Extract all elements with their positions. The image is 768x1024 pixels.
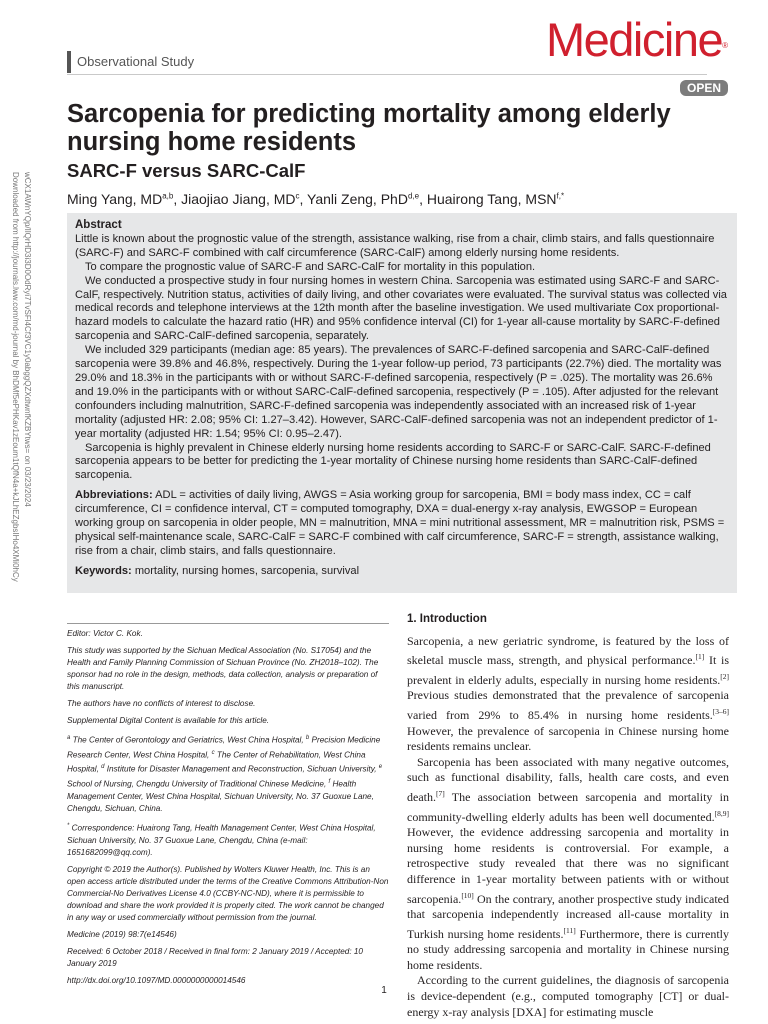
abstract-heading: Abstract [75, 219, 122, 231]
affiliation-mark: b [305, 735, 310, 741]
introduction-heading: 1. Introduction [407, 613, 487, 625]
affiliations [67, 732, 389, 815]
body-paragraph: According to the current guidelines, the diagnosis of sarcopenia is device-dependent (e.g., computed tomography [CT] or dual-energy x-ray analysis [DXA] for estimating muscle [407, 973, 729, 1019]
editor-note: Editor: Victor C. Kok. [67, 629, 143, 638]
author-list: Ming Yang, MD$^{a,b}$, Jiaojiao Jiang, $MD^c$, Yanli Zeng, PhD$^{d,e}$, Huairong Tang, $MSN^{f,*}$ [67, 191, 565, 207]
author-name: Yanli Zeng, PhD [307, 191, 408, 207]
section-label: Observational Study [67, 51, 194, 73]
affiliation-mark: d [101, 764, 105, 771]
front-matter-divider [67, 623, 389, 624]
citation-reference[interactable]: [2] [720, 671, 729, 681]
affiliation-mark: c [211, 749, 215, 756]
affiliation-mark: a [67, 735, 71, 741]
affiliation-mark: e [378, 764, 383, 771]
affiliation-text: Precision Medicine Research Center, West China Hospital, [67, 735, 381, 760]
introduction-section [407, 612, 729, 1020]
affiliation-text: Institute for Disaster Management and Reconstruction, Sichuan University, [104, 765, 379, 775]
author-affiliation-mark: c [295, 191, 300, 201]
citation-reference[interactable]: [1] [695, 652, 705, 662]
affiliation-text: School of Nursing, Chengdu University of Traditional Chinese Medicine, [67, 779, 329, 789]
affiliation-text: The Center of Gerontology and Geriatrics, West China Hospital, [70, 735, 306, 745]
doi-link[interactable]: http://dx.doi.org/10.1097/MD.0000000000014546 [67, 975, 246, 985]
header-divider [67, 74, 707, 75]
abstract-paragraph: Little is known about the prognostic value of the strength, assistance walking, rise from a chair, climb stairs, and falls questionnaire (SARC-F) and SARC-F combined with calf circumference (SARC-CalF) among elderly nursing home residents. [75, 232, 715, 259]
journal-logo [546, 12, 728, 68]
author-name: Ming Yang, MD [67, 191, 163, 207]
citation: Medicine (2019) 98:7(e14546) [67, 929, 177, 939]
author-name: Jiaojiao Jiang, MD [181, 191, 296, 207]
abstract-paragraph: To compare the prognostic value of SARC-F and SARC-CalF for mortality in this population. [85, 260, 536, 273]
affiliation-text: The Center of Rehabilitation, West China Hospital, [67, 750, 366, 775]
citation-reference[interactable]: [8,9] [714, 808, 729, 818]
correspondence [67, 820, 389, 859]
abstract-paragraph: Sarcopenia is highly prevalent in Chinese elderly nursing home residents according to SARC-F or SARC-CalF. SARC-F-defined sarcopenia appears to be better for predicting the 1-year mortality of Chinese nursing home residents than SARC-CalF-defined sarcopenia. [75, 441, 711, 482]
abstract-box [67, 213, 737, 593]
body-paragraph: Sarcopenia has been associated with many negative outcomes, such as functional disability, falls, health care costs, and even death.[7] The association between sarcopenia and mortality in community-dwelling elderly adults has been well documented.[8,9] However, the evidence addressing sarcopenia and mortality in nursing home residents is controversial. For example, a retrospective study revealed that there was no significant difference in 1-year mortality between patients with or without sarcopenia.[10] On the contrary, another prospective study indicated that sarcopenia independently increased all-cause mortality in Turkish nursing home residents.[11] Furthermore, there is currently no study addressing sarcopenia and mortality in Chinese nursing home residents. [407, 754, 729, 972]
keywords-label: Keywords: [75, 564, 132, 577]
download-banner [4, 172, 36, 642]
journal-name: Medicine [546, 13, 723, 66]
article-title: Sarcopenia for predicting mortality among elderly nursing home residents [67, 100, 671, 156]
correspondence-mark: * [67, 822, 70, 829]
open-access-badge: OPEN [680, 80, 728, 96]
supplemental-note: Supplemental Digital Content is available for this article. [67, 716, 270, 725]
article-subtitle: SARC-F versus SARC-CalF [67, 160, 306, 181]
affiliation-text: Health Management Center, West China Hospital, Sichuan University, No. 37 Guoxue Lane, Chengdu, Sichuan, China. [67, 779, 374, 813]
page-number: 1 [381, 985, 387, 996]
abbreviations-label: Abbreviations: [75, 489, 153, 502]
citation-reference[interactable]: [7] [436, 788, 445, 798]
citation-reference[interactable]: [10] [461, 890, 474, 900]
affiliation-mark: f [328, 779, 331, 786]
front-matter [67, 623, 389, 992]
body-paragraph: Sarcopenia, a new geriatric syndrome, is featured by the loss of skeletal muscle mass, strength, and physical performance.[1] It is prevalent in elderly adults, especially in nursing home residents.[2] Previous studies demonstrated that the prevalence of sarcopenia varied from 29% to 85.4% in nursing home residents.[3–6] However, the prevalence of sarcopenia in Chinese nursing home residents remains unclear. [407, 633, 729, 754]
abstract-paragraph: We conducted a prospective study in four nursing homes in western China. Sarcopenia was estimated using SARC-F and SARC-CalF, respectively. Nutrition status, activities of daily living, and other covariates were evaluated. The survival status was collected via medical records and telephone interviews at the 12th month after the baseline investigation. We used multivariate Cox proportional-hazard models to calculate the hazard ratio (HR) and 95% confidence interval (CI) for 1-year all-cause mortality by SARC-F-defined sarcopenia and SARC-CalF-defined sarcopenia, separately. [75, 274, 727, 343]
author-affiliation-mark: d,e [407, 191, 420, 201]
keywords [75, 565, 729, 579]
registered-mark: ® [722, 41, 728, 50]
abbreviations-text: ADL = activities of daily living, AWGS = Asia working group for sarcopenia, BMI = body mass index, CC = calf circumference, CI = confidence interval, CT = computed tomography, DXA = dual-energy x-ray analysis, EWGSOP = European working group on sarcopenia in older people, MN = malnutrition, MNA = mini nutritional assessment, MR = malnutrition risk, PSMS = physical self-maintenance scale, SARC-CalF = SARC-F combined with calf circumference, SARC-F = strength, assistance walking, rise from a chair, climb stairs, and falls questionnaire. [75, 489, 725, 557]
funding-note: This study was supported by the Sichuan Medical Association (No. S17054) and the Health and Family Planning Commission of Sichuan Province (No. ZH2018–102). The sponsor had no role in the design, methods, data collection, analysis or preparation of this manuscript. [67, 646, 379, 691]
author-affiliation-mark: f,* [556, 191, 565, 201]
author-affiliation-mark: a,b [162, 191, 174, 201]
author-name: Huairong Tang, MSN [426, 191, 557, 207]
citation-reference[interactable]: [3–6] [712, 706, 729, 716]
abstract-paragraph: We included 329 participants (median age: 85 years). The prevalences of SARC-F-defined sarcopenia and SARC-CalF-defined sarcopenia were 39.8% and 46.8%, respectively. During the 1-year follow-up period, 73 participants (22.7%) died. The mortality was 29.0% and 18.3% in the participants with or without SARC-F-defined sarcopenia, respectively (P = .025). The mortality was 26.6% and 19.0% in the participants with or without SARC-CalF-defined sarcopenia, respectively (P = .105). After adjusted for the relevant confounders including malnutrition, SARC-F-defined sarcopenia was independently associated with an increased risk of 1-year mortality (adjusted HR: 2.08; 95% CI: 1.27–3.42). However, SARC-CalF-defined sarcopenia was not an independent predictor of 1-year mortality (adjusted HR: 1.54; 95% CI: 0.95–2.47). [75, 344, 722, 440]
conflicts-note: The authors have no conflicts of interest to disclose. [67, 699, 256, 708]
copyright-note: Copyright © 2019 the Author(s). Published by Wolters Kluwer Health, Inc. This is an open access article distributed under the terms of the Creative Commons Attribution-Non Commercial-No Derivatives License 4.0 (CCBY-NC-ND), where it is permissible to download and share the work provided it is properly cited. The work cannot be changed in any way or used commercially without permission from the journal. [67, 864, 389, 922]
keywords-text: mortality, nursing homes, sarcopenia, survival [134, 564, 360, 577]
received-dates: Received: 6 October 2018 / Received in final form: 2 January 2019 / Accepted: 10 January 2019 [67, 946, 363, 968]
download-banner-line-2: wCX1AWnYQp/IlQrHD3i3D0OdRyi7TvSFl4Cf3VC1y0abggQZXdtwnfKZBYtws= on 03/23/2024 [23, 172, 32, 507]
correspondence-text: Correspondence: Huairong Tang, Health Management Center, West China Hospital, Sichuan University, No. 37 Guoxue Lane, Chengdu, China (e-mail: 1651682099@qq.com). [67, 823, 376, 857]
download-banner-line-1: Downloaded from http://journals.lww.com/md-journal by BhDMf5ePHKav1zEoum1tQfN4a+kJLhEZgbsIHo4XMi0hCy [11, 172, 20, 582]
citation-reference[interactable]: [11] [563, 925, 576, 935]
abbreviations [75, 489, 729, 559]
